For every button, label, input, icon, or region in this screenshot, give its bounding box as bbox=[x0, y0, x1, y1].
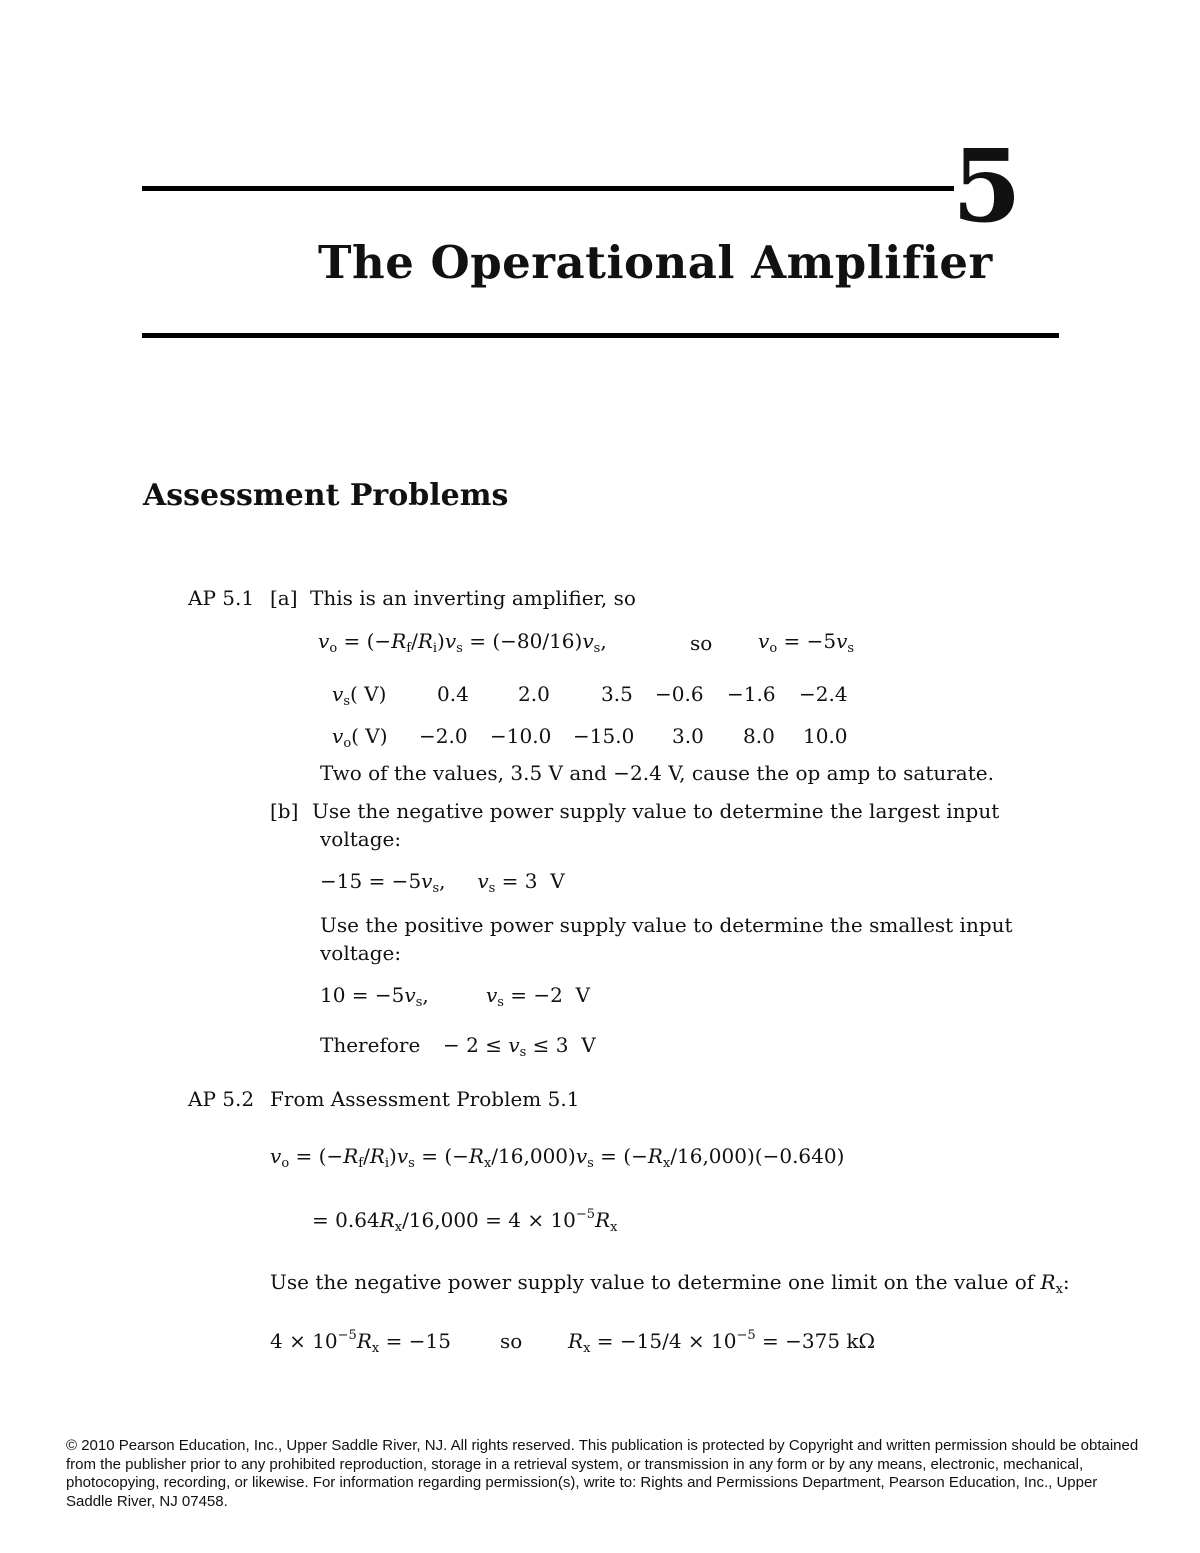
ap52-label: AP 5.2 bbox=[188, 1087, 255, 1111]
table-vs-cell: −0.6 bbox=[655, 682, 704, 706]
table-vo-cell: 10.0 bbox=[803, 724, 848, 748]
ap51-pos-supply-line2: voltage: bbox=[320, 941, 402, 965]
table-vo-cell: −2.0 bbox=[419, 724, 468, 748]
ap51-label: AP 5.1 bbox=[188, 586, 255, 610]
ap51-eq-so: so bbox=[690, 631, 713, 655]
section-title: Assessment Problems bbox=[143, 478, 509, 513]
ap51-part-b: [b] bbox=[270, 799, 299, 823]
table-vs-cell: −1.6 bbox=[727, 682, 776, 706]
ap52-eq-line1: $v_o = (-R_f/R_i)v_s = (-R_x/16,000)v_s = (-R_x/16,000)(-0.640)$ bbox=[270, 1144, 845, 1171]
ap51-intro: This is an inverting amplifier, so bbox=[310, 586, 636, 610]
chapter-bottom-rule bbox=[142, 333, 1059, 338]
table-vo-cell: −15.0 bbox=[573, 724, 635, 748]
table-vo-cell: 8.0 bbox=[743, 724, 775, 748]
chapter-top-rule bbox=[142, 186, 954, 191]
ap52-eq-so: so bbox=[500, 1329, 523, 1353]
ap51-neg-supply-line1: Use the negative power supply value to determine the largest input bbox=[312, 799, 1000, 823]
table-vs-header: $v_s$( V) bbox=[332, 682, 387, 709]
ap52-limit-eq-left: $4 \times 10^{-5}R_x = -15$ bbox=[270, 1328, 451, 1356]
ap51-pos-supply-line1: Use the positive power supply value to determine the smallest input bbox=[320, 913, 1013, 937]
ap52-intro: From Assessment Problem 5.1 bbox=[270, 1087, 580, 1111]
table-vo-header: $v_o$( V) bbox=[332, 724, 388, 751]
ap51-neg-supply-line2: voltage: bbox=[320, 827, 402, 851]
ap52-limit-text-body: Use the negative power supply value to determine one limit on the value of bbox=[270, 1270, 1035, 1294]
table-vs-cell: 2.0 bbox=[518, 682, 550, 706]
ap51-smallest-input-eq: $10 = -5v_s$, $v_s = -2$ V bbox=[320, 983, 591, 1010]
ap51-saturate-note: Two of the values, 3.5 V and −2.4 V, cause the op amp to saturate. bbox=[320, 761, 994, 785]
ap51-therefore: Therefore bbox=[320, 1033, 421, 1057]
chapter-number: 5 bbox=[952, 127, 1022, 245]
table-vs-cell: −2.4 bbox=[799, 682, 848, 706]
ap51-range-eq: − $2 \le v_s \le 3$ V bbox=[443, 1033, 596, 1060]
ap51-gain-equation: $v_o = (-R_f/R_i)v_s = (-80/16)v_s$, bbox=[318, 629, 607, 656]
copyright-footer: © 2010 Pearson Education, Inc., Upper Saddle River, NJ. All rights reserved. This publication is protected by Copyright and written permission should be obtained from the publisher prior to any prohibited reproduction, storage in a retrieval system, or transmission in any form or by any means, electronic, mechanical, photocopying, recording, or likewise. For information regarding permission(s), write to: Rights and Permissions Department, Pearson Education, Inc., Upper Saddle River, NJ 07458. bbox=[66, 1437, 1139, 1510]
table-vo-cell: −10.0 bbox=[490, 724, 552, 748]
table-vs-cell: 3.5 bbox=[601, 682, 633, 706]
table-vs-cell: 0.4 bbox=[437, 682, 469, 706]
ap52-limit-text: Use the negative power supply value to determine one limit on the value of $R_x$: bbox=[270, 1270, 1070, 1297]
table-vo-cell: 3.0 bbox=[672, 724, 704, 748]
ap52-limit-eq-right: $R_x = -15/4 \times 10^{-5} = -375$ kΩ bbox=[568, 1328, 876, 1356]
ap51-gain-result: $v_o = -5v_s$ bbox=[758, 629, 855, 656]
chapter-title: The Operational Amplifier bbox=[318, 236, 993, 289]
ap51-largest-input-eq: $-15 = -5v_s$, $v_s = 3$ V bbox=[320, 869, 565, 896]
ap51-part-a: [a] bbox=[270, 586, 298, 610]
ap52-eq-line2: = $0.64R_x/16,000 = 4 \times 10^{-5}R_x$ bbox=[312, 1207, 618, 1235]
